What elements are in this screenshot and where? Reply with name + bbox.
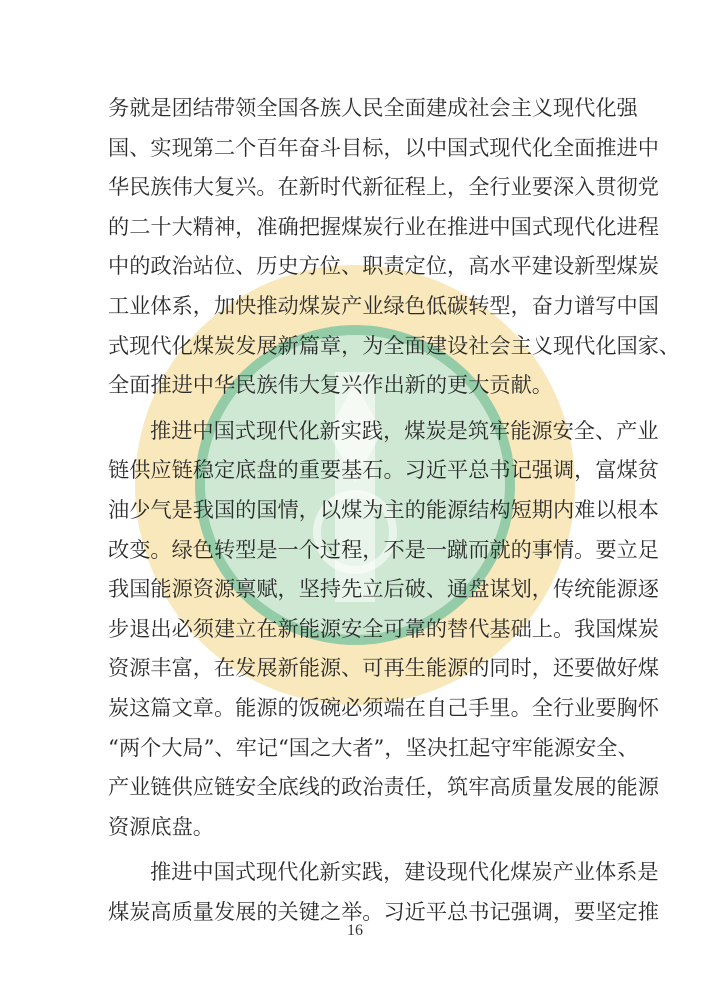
text-line: 煤炭高质量发展的关键之举。习近平总书记强调，要坚定推 xyxy=(108,898,659,924)
text-line: 油少气是我国的国情，以煤为主的能源结构短期内难以根本 xyxy=(108,496,659,522)
text-line: 产业链供应链安全底线的政治责任，筑牢高质量发展的能源 xyxy=(108,774,659,800)
text-line: 步退出必须建立在新能源安全可靠的替代基础上。我国煤炭 xyxy=(108,615,659,641)
text-line: 资源丰富，在发展新能源、可再生能源的同时，还要做好煤 xyxy=(108,655,659,681)
paragraph-2 xyxy=(108,411,659,847)
text-line: 的二十大精神，准确把握煤炭行业在推进中国式现代化进程 xyxy=(108,213,659,239)
paragraph-3 xyxy=(108,852,659,931)
text-line: 全面推进中华民族伟大复兴作出新的更大贡献。 xyxy=(108,372,553,398)
text-line: 华民族伟大复兴。在新时代新征程上，全行业要深入贯彻党 xyxy=(108,174,659,200)
text-line: 推进中国式现代化新实践，煤炭是筑牢能源安全、产业 xyxy=(150,417,659,443)
text-line: 式现代化煤炭发展新篇章，为全面建设社会主义现代化国家、 xyxy=(108,332,681,358)
text-line: “两个大局”、牢记“国之大者”，坚决扛起守牢能源安全、 xyxy=(108,734,639,760)
text-line: 推进中国式现代化新实践，建设现代化煤炭产业体系是 xyxy=(150,859,659,885)
text-line: 炭这篇文章。能源的饭碗必须端在自己手里。全行业要胸怀 xyxy=(108,694,659,720)
text-line: 务就是团结带领全国各族人民全面建成社会主义现代化强 xyxy=(108,95,638,120)
text-line: 中的政治站位、历史方位、职责定位，高水平建设新型煤炭 xyxy=(108,253,659,279)
text-line: 资源底盘。 xyxy=(108,813,214,839)
text-line: 我国能源资源禀赋，坚持先立后破、通盘谋划，传统能源逐 xyxy=(108,576,659,602)
paragraph-1 xyxy=(108,88,681,405)
body-text xyxy=(108,88,681,931)
text-line: 改变。绿色转型是一个过程，不是一蹴而就的事情。要立足 xyxy=(108,536,659,562)
text-line: 国、实现第二个百年奋斗目标，以中国式现代化全面推进中 xyxy=(108,134,659,160)
page-number: 16 xyxy=(347,922,363,939)
text-line: 链供应链稳定底盘的重要基石。习近平总书记强调，富煤贫 xyxy=(108,457,659,483)
text-line: 工业体系，加快推动煤炭产业绿色低碳转型，奋力谱写中国 xyxy=(108,292,659,318)
